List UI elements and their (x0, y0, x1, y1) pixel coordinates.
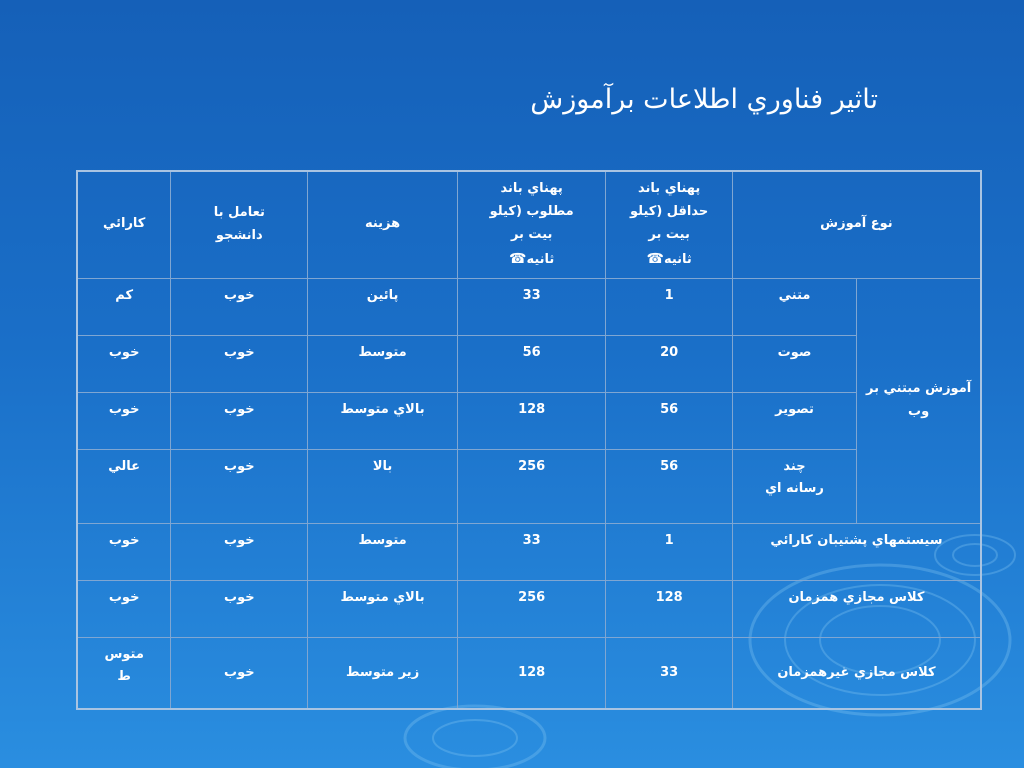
cell-required-bandwidth: 128 (457, 392, 606, 449)
cell-min-bandwidth: 20 (606, 335, 732, 392)
cell-efficiency: خوب (77, 580, 171, 637)
table-row (77, 335, 981, 392)
cell-efficiency: خوب (77, 523, 171, 580)
header-efficiency: كارائي (77, 171, 171, 278)
cell-cost: بالاي متوسط (308, 392, 458, 449)
cell-interaction: خوب (171, 278, 308, 335)
table-row (77, 392, 981, 449)
cell-type: كلاس مجازي همزمان (732, 580, 981, 637)
group-label-web-based: آموزش مبتني بر وب (857, 278, 981, 523)
cell-required-bandwidth: 33 (457, 278, 606, 335)
cell-interaction: خوب (171, 637, 308, 709)
cell-required-bandwidth: 33 (457, 523, 606, 580)
cell-efficiency: خوب (77, 335, 171, 392)
cell-min-bandwidth: 128 (606, 580, 732, 637)
info-tech-education-table (76, 170, 982, 710)
cell-cost: متوسط (308, 523, 458, 580)
cell-efficiency: كم (77, 278, 171, 335)
cell-interaction: خوب (171, 580, 308, 637)
cell-interaction: خوب (171, 523, 308, 580)
cell-min-bandwidth: 56 (606, 392, 732, 449)
cell-interaction: خوب (171, 335, 308, 392)
cell-min-bandwidth: 1 (606, 523, 732, 580)
slide-title: تاثير فناوري اطلاعات برآموزش (530, 84, 878, 115)
header-required-bandwidth: پهناي باند مطلوب (كيلو بيت بر ثانيه☎ (457, 171, 606, 278)
cell-interaction: خوب (171, 449, 308, 523)
cell-cost: بالا (308, 449, 458, 523)
cell-required-bandwidth: 256 (457, 580, 606, 637)
table-row (77, 278, 981, 335)
cell-type: تصوير (732, 392, 856, 449)
cell-required-bandwidth: 128 (457, 637, 606, 709)
telephone-icon: ☎ (509, 250, 527, 267)
telephone-icon: ☎ (646, 250, 664, 267)
cell-type: سيستمهاي پشتيبان كارائي (732, 523, 981, 580)
cell-required-bandwidth: 256 (457, 449, 606, 523)
cell-min-bandwidth: 56 (606, 449, 732, 523)
cell-cost: بالاي متوسط (308, 580, 458, 637)
cell-min-bandwidth: 33 (606, 637, 732, 709)
cell-min-bandwidth: 1 (606, 278, 732, 335)
cell-cost: متوسط (308, 335, 458, 392)
cell-cost: زير متوسط (308, 637, 458, 709)
header-education-type: نوع آموزش (732, 171, 981, 278)
cell-type: چند رسانه اي (732, 449, 856, 523)
cell-cost: پائين (308, 278, 458, 335)
cell-type: كلاس مجازي غيرهمزمان (732, 637, 981, 709)
table-row (77, 637, 981, 709)
cell-type: صوت (732, 335, 856, 392)
header-row (77, 171, 981, 278)
cell-type: متني (732, 278, 856, 335)
header-cost: هزينه (308, 171, 458, 278)
cell-required-bandwidth: 56 (457, 335, 606, 392)
cell-efficiency: عالي (77, 449, 171, 523)
cell-efficiency: متوس ط (77, 637, 171, 709)
header-min-bandwidth: پهناي باند حداقل (كيلو بيت بر ثانيه☎ (606, 171, 732, 278)
cell-interaction: خوب (171, 392, 308, 449)
cell-efficiency: خوب (77, 392, 171, 449)
header-student-interaction: تعامل با دانشجو (171, 171, 308, 278)
table-row (77, 449, 981, 523)
table-row (77, 580, 981, 637)
table-row (77, 523, 981, 580)
